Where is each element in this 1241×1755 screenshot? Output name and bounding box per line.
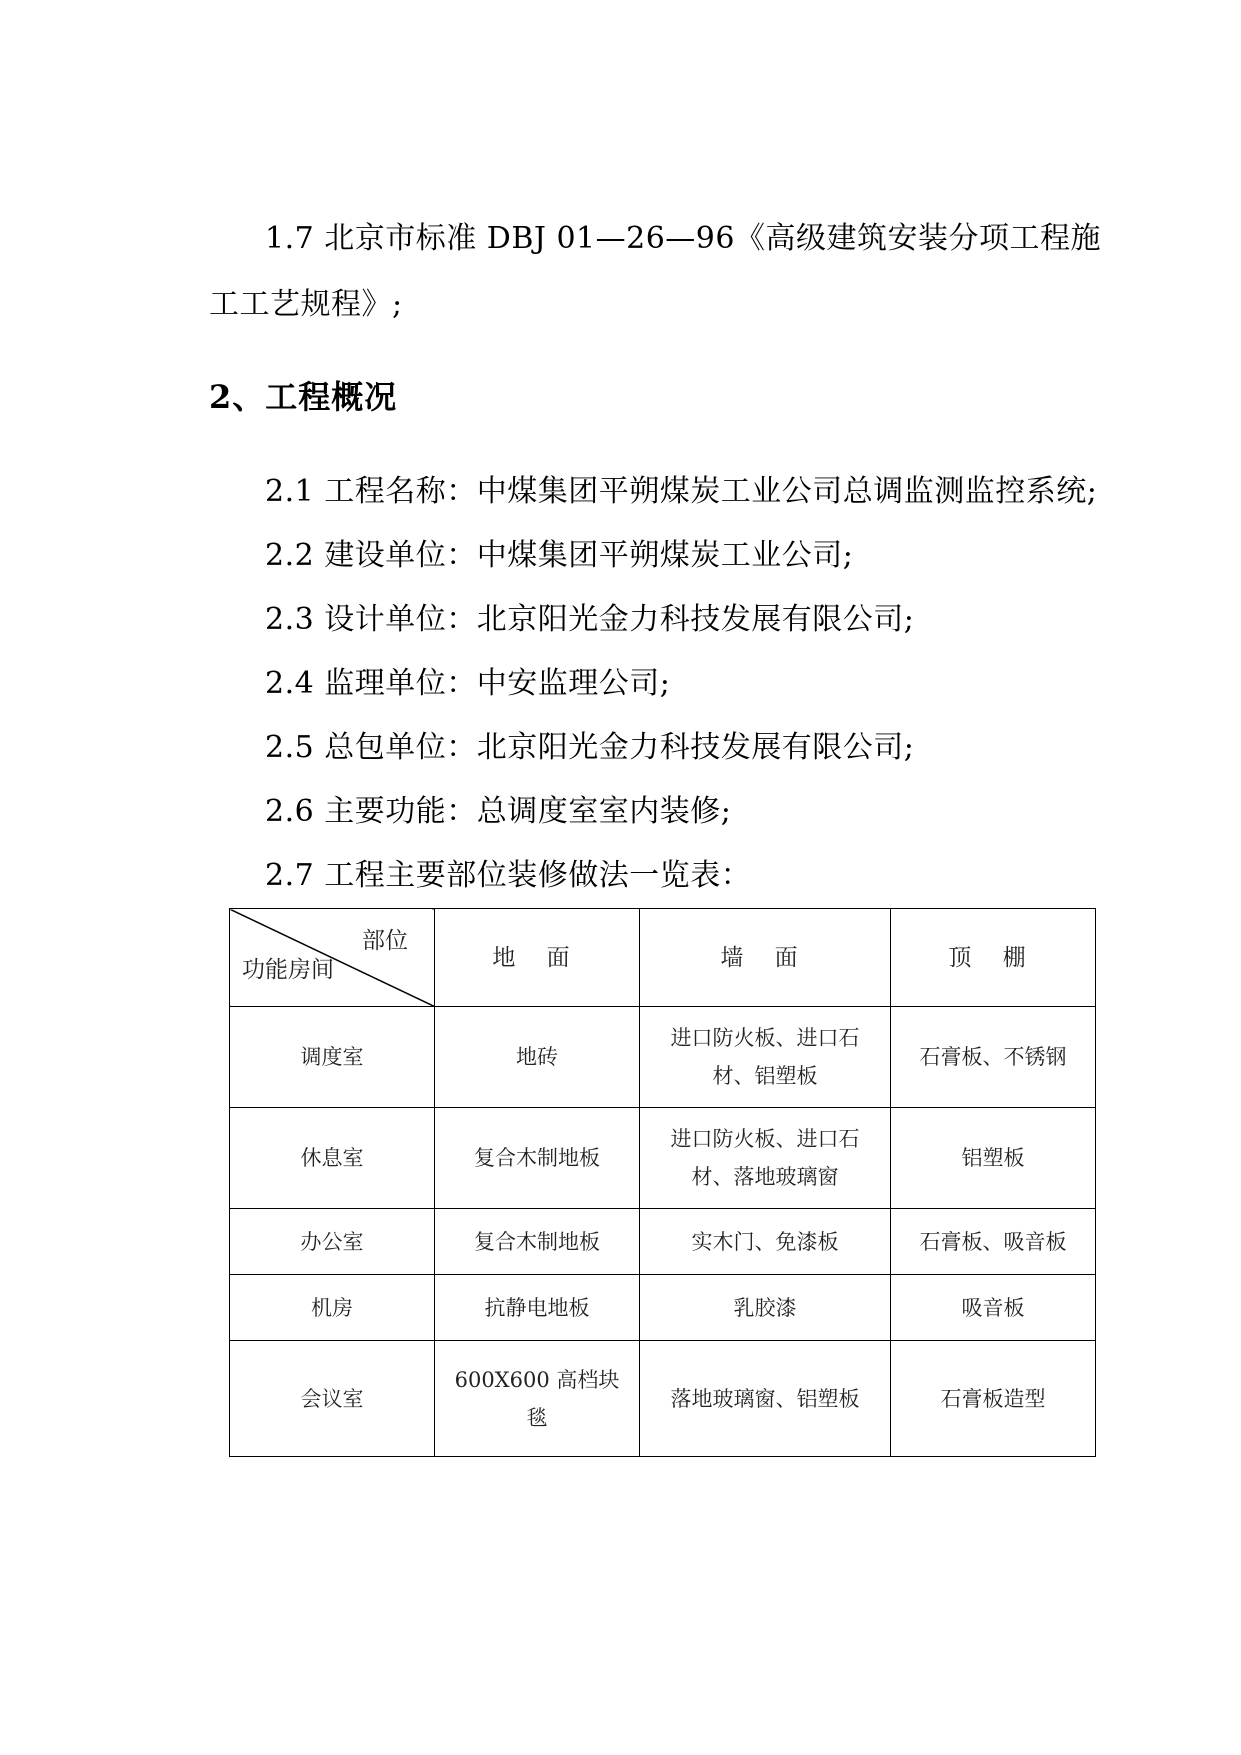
room-cell: 办公室 bbox=[230, 1209, 435, 1275]
ceiling-header: 顶 棚 bbox=[891, 909, 1096, 1007]
ceiling-cell: 铝塑板 bbox=[891, 1108, 1096, 1209]
table-header-row bbox=[230, 909, 1096, 1007]
main-function-item: 2.6 主要功能：总调度室室内装修; bbox=[265, 794, 732, 829]
table-caption: 2.7 工程主要部位装修做法一览表： bbox=[265, 858, 752, 893]
room-cell: 会议室 bbox=[230, 1341, 435, 1457]
project-name-item: 2.1 工程名称：中煤集团平朔煤炭工业公司总调监测监控系统; bbox=[265, 474, 1098, 509]
floor-cell: 复合木制地板 bbox=[435, 1209, 640, 1275]
floor-cell: 抗静电地板 bbox=[435, 1275, 640, 1341]
table-row bbox=[230, 1341, 1096, 1457]
decoration-table bbox=[229, 908, 1096, 1457]
room-cell: 休息室 bbox=[230, 1108, 435, 1209]
standard-reference-paragraph: 1.7 北京市标准 DBJ 01—26—96《高级建筑安装分项工程施工工艺规程》; bbox=[209, 221, 1101, 322]
table-row bbox=[230, 1108, 1096, 1209]
corner-room-label: 功能房间 bbox=[242, 957, 334, 983]
room-cell: 调度室 bbox=[230, 1007, 435, 1108]
ceiling-cell: 石膏板造型 bbox=[891, 1341, 1096, 1457]
corner-header-cell bbox=[230, 909, 435, 1007]
wall-cell: 落地玻璃窗、铝塑板 bbox=[640, 1341, 891, 1457]
room-cell: 机房 bbox=[230, 1275, 435, 1341]
ceiling-cell: 石膏板、不锈钢 bbox=[891, 1007, 1096, 1108]
design-unit-item: 2.3 设计单位：北京阳光金力科技发展有限公司; bbox=[265, 602, 915, 637]
table-row bbox=[230, 1209, 1096, 1275]
table-row bbox=[230, 1007, 1096, 1108]
supervision-unit-item: 2.4 监理单位：中安监理公司; bbox=[265, 666, 671, 701]
floor-cell: 地砖 bbox=[435, 1007, 640, 1108]
table-row bbox=[230, 1275, 1096, 1341]
wall-cell: 乳胶漆 bbox=[640, 1275, 891, 1341]
general-contractor-item: 2.5 总包单位：北京阳光金力科技发展有限公司; bbox=[265, 730, 915, 765]
floor-cell: 复合木制地板 bbox=[435, 1108, 640, 1209]
section-heading: 2、工程概况 bbox=[209, 378, 398, 416]
ceiling-cell: 石膏板、吸音板 bbox=[891, 1209, 1096, 1275]
floor-header: 地 面 bbox=[435, 909, 640, 1007]
owner-unit-item: 2.2 建设单位：中煤集团平朔煤炭工业公司; bbox=[265, 538, 854, 573]
wall-header: 墙 面 bbox=[640, 909, 891, 1007]
ceiling-cell: 吸音板 bbox=[891, 1275, 1096, 1341]
wall-cell: 实木门、免漆板 bbox=[640, 1209, 891, 1275]
wall-cell: 进口防火板、进口石材、铝塑板 bbox=[640, 1007, 891, 1108]
corner-part-label: 部位 bbox=[362, 928, 408, 954]
floor-cell: 600X600 高档块毯 bbox=[435, 1341, 640, 1457]
wall-cell: 进口防火板、进口石材、落地玻璃窗 bbox=[640, 1108, 891, 1209]
